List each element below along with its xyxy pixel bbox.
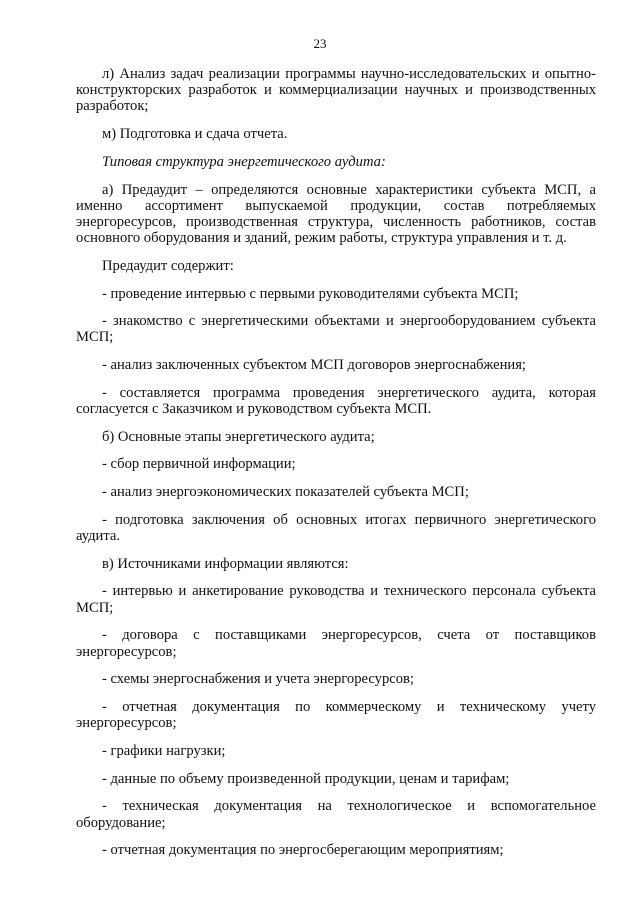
paragraph: - отчетная документация по коммерческому и техническому учету энергоресурсов; xyxy=(76,698,596,732)
paragraph: в) Источниками информации являются: xyxy=(102,555,349,572)
paragraph: - подготовка заключения об основных итогах первичного энергетического аудита. xyxy=(76,511,596,545)
document-body xyxy=(76,66,596,858)
paragraph: - графики нагрузки; xyxy=(102,742,226,759)
paragraph: - проведение интервью с первыми руководителями субъекта МСП; xyxy=(102,285,519,302)
paragraph: - составляется программа проведения энергетического аудита, которая согласуется с Заказчиком и руководством субъекта МСП. xyxy=(76,384,596,418)
paragraph: - интервью и анкетирование руководства и технического персонала субъекта МСП; xyxy=(76,583,596,616)
paragraph: - схемы энергоснабжения и учета энергоресурсов; xyxy=(102,671,414,688)
paragraph: б) Основные этапы энергетического аудита; xyxy=(102,428,375,445)
paragraph: м) Подготовка и сдача отчета. xyxy=(102,126,288,143)
paragraph: - техническая документация на технологическое и вспомогательное оборудование; xyxy=(76,798,596,831)
paragraph: а) Предаудит – определяются основные характеристики субъекта МСП, а именно ассортимент выпускаемой продукции, состав потребляемых энергоресурсов, производственная структура, численность работников, состав основного оборудования и зданий, режим работы, структура управления и т. д. xyxy=(76,181,596,247)
paragraph: - договора с поставщиками энергоресурсов, счета от поставщиков энергоресурсов; xyxy=(76,627,596,660)
paragraph: л) Анализ задач реализации программы научно-исследовательских и опытно-конструкторских разработок и коммерциализации научных и производственных разработок; xyxy=(76,66,596,115)
paragraph: - анализ энергоэкономических показателей субъекта МСП; xyxy=(102,484,469,501)
paragraph: - анализ заключенных субъектом МСП договоров энергоснабжения; xyxy=(102,357,526,374)
paragraph: - данные по объему произведенной продукции, ценам и тарифам; xyxy=(102,770,510,787)
section-heading: Типовая структура энергетического аудита: xyxy=(102,153,386,170)
paragraph: - отчетная документация по энергосберегающим мероприятиям; xyxy=(102,842,504,859)
paragraph: - сбор первичной информации; xyxy=(102,456,296,473)
paragraph: Предаудит содержит: xyxy=(102,257,234,274)
paragraph: - знакомство с энергетическими объектами и энергооборудованием субъекта МСП; xyxy=(76,313,596,346)
page-number: 23 xyxy=(313,36,327,51)
